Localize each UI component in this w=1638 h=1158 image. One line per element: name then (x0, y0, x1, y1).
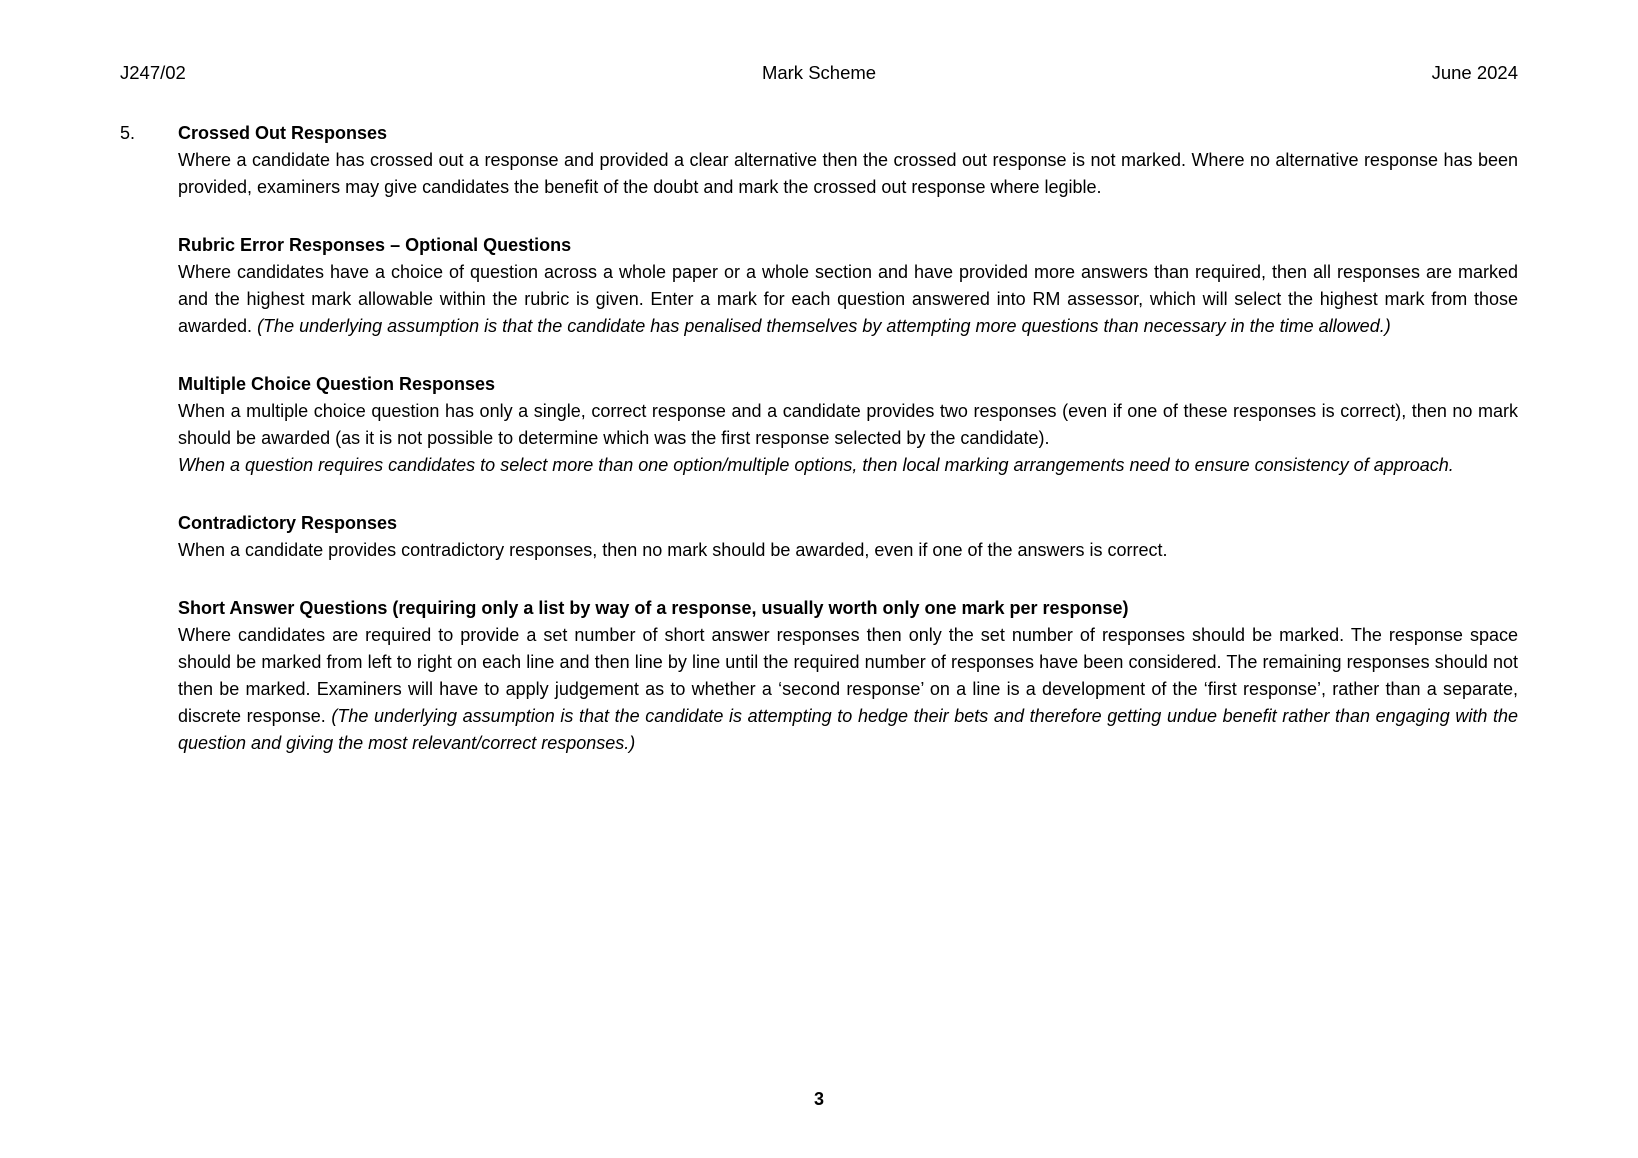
section-contradictory-responses (178, 510, 1518, 564)
page-number: 3 (813, 1089, 824, 1109)
section-multiple-choice-question-responses (178, 371, 1518, 479)
header-title: Mark Scheme (761, 62, 877, 83)
section-crossed-out-responses (120, 120, 1518, 201)
document-body (120, 120, 1518, 757)
section-heading: Rubric Error Responses – Optional Questions (178, 235, 572, 255)
section-paragraph: When a candidate provides contradictory responses, then no mark should be awarded, even if one of the answers is correct. (178, 540, 1168, 560)
section-heading: Crossed Out Responses (178, 123, 388, 143)
page-header (120, 0, 1518, 84)
header-date: June 2024 (1431, 62, 1518, 83)
section-paragraph: When a multiple choice question has only a single, correct response and a candidate provides two responses (even if one of these responses is correct), then no mark should be awarded (as it is not possible to determine which was the first response selected by the candidate). (178, 401, 1518, 448)
section-heading: Contradictory Responses (178, 513, 398, 533)
header-paper-code: J247/02 (120, 62, 186, 83)
section-short-answer-questions (178, 595, 1518, 757)
section-heading: Multiple Choice Question Responses (178, 374, 496, 394)
section-rubric-error-responses (178, 232, 1518, 340)
page-footer (0, 1089, 1638, 1110)
section-paragraph: Where candidates have a choice of question across a whole paper or a whole section and have provided more answers than required, then all responses are marked and the highest mark allowable within the rubric is given. Enter a mark for each question answered into RM assessor, which will select the highest mark from those awarded. (The underlying assumption is that the candidate has penalised themselves by attempting more questions than necessary in the time allowed.) (178, 262, 1518, 336)
section-paragraph: When a question requires candidates to select more than one option/multiple options, then local marking arrangements need to ensure consistency of approach. (178, 455, 1454, 475)
section-heading: Short Answer Questions (requiring only a list by way of a response, usually worth only one mark per response) (178, 598, 1129, 618)
section-number: 5. (120, 123, 136, 143)
section-paragraph: Where a candidate has crossed out a response and provided a clear alternative then the crossed out response is not marked. Where no alternative response has been provided, examiners may give candidates the benefit of the doubt and mark the crossed out response where legible. (178, 150, 1518, 197)
section-paragraph: Where candidates are required to provide a set number of short answer responses then only the set number of responses should be marked. The response space should be marked from left to right on each line and then line by line until the required number of responses have been considered. The remaining responses should not then be marked. Examiners will have to apply judgement as to whether a ‘second response’ on a line is a development of the ‘first response’, rather than a separate, discrete response. (The underlying assumption is that the candidate is attempting to hedge their bets and therefore getting undue benefit rather than engaging with the question and giving the most relevant/correct responses.) (178, 625, 1518, 753)
